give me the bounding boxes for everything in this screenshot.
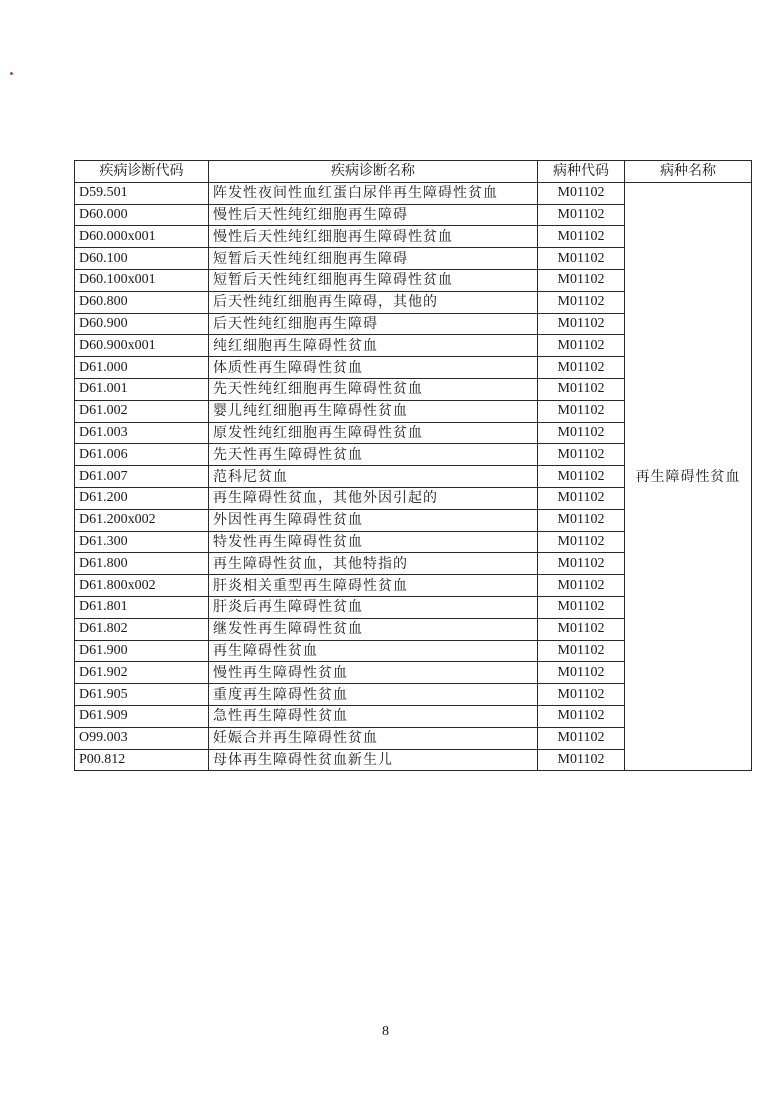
disease-code-cell: M01102 (538, 357, 625, 379)
diagnosis-code-cell: D60.100x001 (75, 269, 209, 291)
disease-code-cell: M01102 (538, 269, 625, 291)
diagnosis-name-cell: 重度再生障碍性贫血 (209, 684, 538, 706)
diagnosis-code-cell: D59.501 (75, 182, 209, 204)
diagnosis-code-cell: D60.000 (75, 204, 209, 226)
diagnosis-name-cell: 外因性再生障碍性贫血 (209, 509, 538, 531)
diagnosis-name-cell: 体质性再生障碍性贫血 (209, 357, 538, 379)
diagnosis-code-cell: D61.802 (75, 618, 209, 640)
diagnosis-code-cell: D61.001 (75, 378, 209, 400)
diagnosis-code-cell: D61.000 (75, 357, 209, 379)
disease-code-cell: M01102 (538, 291, 625, 313)
table-row (75, 182, 752, 204)
diagnosis-code-cell: D61.801 (75, 596, 209, 618)
diagnosis-code-cell: D61.002 (75, 400, 209, 422)
diagnosis-code-cell: D61.300 (75, 531, 209, 553)
diagnosis-name-cell: 再生障碍性贫血，其他特指的 (209, 553, 538, 575)
diagnosis-code-cell: D61.006 (75, 444, 209, 466)
disease-code-cell: M01102 (538, 400, 625, 422)
diagnosis-name-cell: 先天性再生障碍性贫血 (209, 444, 538, 466)
diagnosis-name-cell: 再生障碍性贫血，其他外因引起的 (209, 487, 538, 509)
diagnosis-name-cell: 肝炎相关重型再生障碍性贫血 (209, 575, 538, 597)
diagnosis-name-cell: 特发性再生障碍性贫血 (209, 531, 538, 553)
disease-code-cell: M01102 (538, 182, 625, 204)
disease-code-cell: M01102 (538, 204, 625, 226)
disease-code-cell: M01102 (538, 531, 625, 553)
disease-code-cell: M01102 (538, 378, 625, 400)
diagnosis-name-cell: 婴儿纯红细胞再生障碍性贫血 (209, 400, 538, 422)
header-diagnosis-code: 疾病诊断代码 (75, 161, 209, 183)
disease-code-cell: M01102 (538, 553, 625, 575)
disease-code-cell: M01102 (538, 640, 625, 662)
header-diagnosis-name: 疾病诊断名称 (209, 161, 538, 183)
disease-code-cell: M01102 (538, 575, 625, 597)
diagnosis-code-cell: D60.000x001 (75, 226, 209, 248)
diagnosis-code-cell: D61.902 (75, 662, 209, 684)
disease-code-cell: M01102 (538, 749, 625, 771)
diagnosis-code-cell: D61.003 (75, 422, 209, 444)
diagnosis-name-cell: 原发性纯红细胞再生障碍性贫血 (209, 422, 538, 444)
table-body (75, 182, 752, 771)
diagnosis-code-cell: D60.800 (75, 291, 209, 313)
diagnosis-name-cell: 短暂后天性纯红细胞再生障碍 (209, 248, 538, 270)
header-disease-code: 病种代码 (538, 161, 625, 183)
diagnosis-name-cell: 纯红细胞再生障碍性贫血 (209, 335, 538, 357)
diagnosis-name-cell: 阵发性夜间性血红蛋白尿伴再生障碍性贫血 (209, 182, 538, 204)
disease-code-cell: M01102 (538, 727, 625, 749)
table-header-row (75, 161, 752, 183)
diagnosis-name-cell: 先天性纯红细胞再生障碍性贫血 (209, 378, 538, 400)
diagnosis-name-cell: 妊娠合并再生障碍性贫血 (209, 727, 538, 749)
diagnosis-name-cell: 再生障碍性贫血 (209, 640, 538, 662)
diagnosis-name-cell: 后天性纯红细胞再生障碍 (209, 313, 538, 335)
disease-code-cell: M01102 (538, 618, 625, 640)
disease-code-cell: M01102 (538, 662, 625, 684)
diagnosis-code-cell: D60.900x001 (75, 335, 209, 357)
scan-speck (10, 72, 13, 75)
disease-name-cell: 再生障碍性贫血 (625, 182, 752, 771)
header-disease-name: 病种名称 (625, 161, 752, 183)
diagnosis-code-cell: D61.900 (75, 640, 209, 662)
diagnosis-name-cell: 母体再生障碍性贫血新生儿 (209, 749, 538, 771)
disease-code-cell: M01102 (538, 313, 625, 335)
diagnosis-code-cell: D61.200 (75, 487, 209, 509)
diagnosis-code-cell: D60.100 (75, 248, 209, 270)
diagnosis-name-cell: 后天性纯红细胞再生障碍，其他的 (209, 291, 538, 313)
disease-code-cell: M01102 (538, 422, 625, 444)
disease-code-cell: M01102 (538, 596, 625, 618)
diagnosis-code-cell: D61.905 (75, 684, 209, 706)
diagnosis-name-cell: 范科尼贫血 (209, 466, 538, 488)
disease-code-cell: M01102 (538, 487, 625, 509)
diagnosis-code-cell: D61.200x002 (75, 509, 209, 531)
page-number: 8 (382, 1024, 389, 1039)
disease-code-cell: M01102 (538, 248, 625, 270)
diagnosis-code-cell: O99.003 (75, 727, 209, 749)
diagnosis-name-cell: 慢性后天性纯红细胞再生障碍性贫血 (209, 226, 538, 248)
diagnosis-code-cell: D61.909 (75, 705, 209, 727)
diagnosis-name-cell: 短暂后天性纯红细胞再生障碍性贫血 (209, 269, 538, 291)
diagnosis-code-cell: D60.900 (75, 313, 209, 335)
diagnosis-name-cell: 肝炎后再生障碍性贫血 (209, 596, 538, 618)
diagnosis-code-cell: D61.800 (75, 553, 209, 575)
disease-code-cell: M01102 (538, 684, 625, 706)
diagnosis-code-cell: P00.812 (75, 749, 209, 771)
disease-code-cell: M01102 (538, 705, 625, 727)
diagnosis-name-cell: 急性再生障碍性贫血 (209, 705, 538, 727)
disease-code-cell: M01102 (538, 509, 625, 531)
disease-code-table (74, 160, 752, 771)
diagnosis-name-cell: 慢性再生障碍性贫血 (209, 662, 538, 684)
diagnosis-code-cell: D61.800x002 (75, 575, 209, 597)
disease-code-cell: M01102 (538, 226, 625, 248)
disease-code-cell: M01102 (538, 444, 625, 466)
disease-code-cell: M01102 (538, 466, 625, 488)
diagnosis-name-cell: 继发性再生障碍性贫血 (209, 618, 538, 640)
diagnosis-name-cell: 慢性后天性纯红细胞再生障碍 (209, 204, 538, 226)
disease-code-cell: M01102 (538, 335, 625, 357)
diagnosis-code-cell: D61.007 (75, 466, 209, 488)
